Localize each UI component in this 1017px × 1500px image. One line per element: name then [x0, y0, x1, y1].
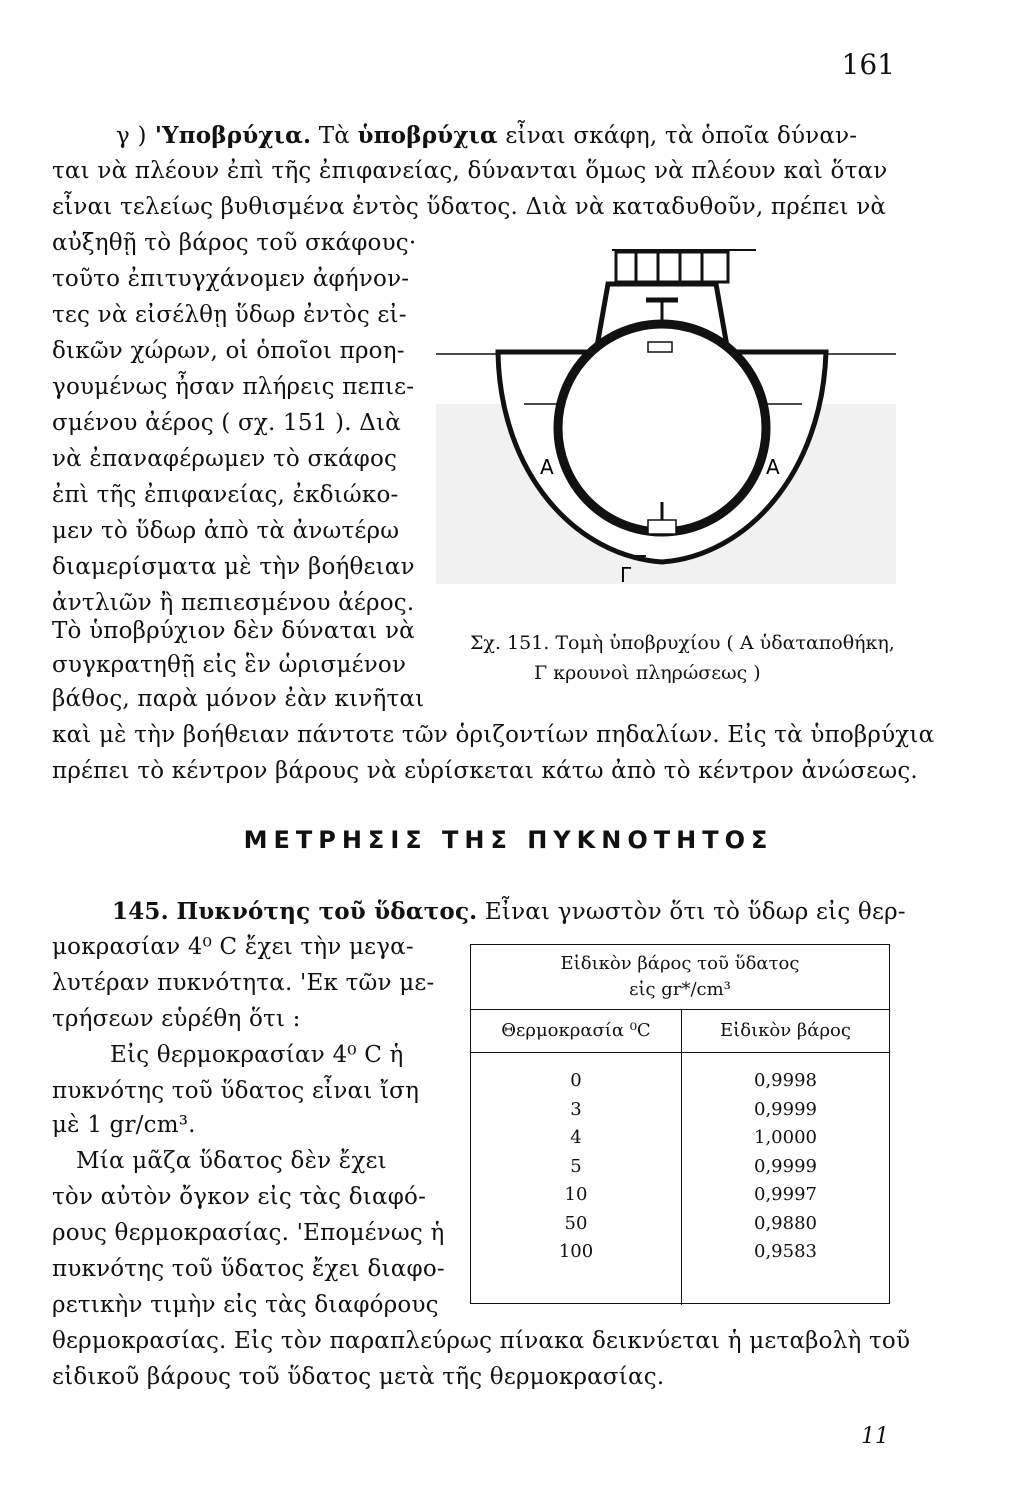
table-title-line2: εἰς gr*/cm³ [629, 979, 731, 1000]
text-line: λυτέραν πυκνότητα. 'Εκ τῶν με- [52, 970, 435, 996]
temperature-cell: 4 [570, 1127, 582, 1148]
text-line: τες νὰ εἰσέλθῃ ὕδωρ ἐντὸς εἰ- [52, 302, 407, 328]
label-tank-left: A [540, 455, 554, 479]
footer-signature-number: 11 [861, 1424, 889, 1449]
label-tank-right: A [766, 455, 780, 479]
text-line: νὰ ἐπαναφέρωμεν τὸ σκάφος [52, 446, 398, 472]
weight-cell: 0,9998 [754, 1070, 817, 1091]
temperature-cell: 3 [570, 1098, 582, 1120]
text-span: Εἶναι γνωστὸν ὅτι τὸ ὕδωρ εἰς θερ- [477, 899, 906, 925]
text-line: καὶ μὲ τὴν βοήθειαν πάντοτε τῶν ὁριζοντίων πηδαλίων. Εἰς τὰ ὑποβρύχια [52, 722, 935, 748]
text-line: συγκρατηθῇ εἰς ἓν ὡρισμένον [52, 652, 407, 678]
text-line: μεν τὸ ὕδωρ ἀπὸ τὰ ἀνωτέρω [52, 518, 400, 544]
table-title [471, 945, 889, 1010]
text-line: θερμοκρασίας. Εἰς τὸν παραπλεύρως πίνακα δεικνύεται ἡ μεταβολὴ τοῦ [52, 1328, 911, 1354]
header-specific-weight: Εἰδικὸν βάρος [720, 1020, 851, 1041]
temperature-cell: 0 [570, 1070, 582, 1091]
text-line [112, 898, 906, 925]
page-number: 161 [841, 48, 895, 81]
temperature-column [471, 1053, 682, 1305]
text-line: εἰδικοῦ βάρους τοῦ ὕδατος μετὰ τῆς θερμοκρασίας. [52, 1364, 665, 1390]
temperature-cell: 50 [564, 1212, 588, 1234]
text-line: ἐπὶ τῆς ἐπιφανείας, ἐκδιώκο- [52, 482, 399, 508]
section-number: 145. [112, 898, 169, 925]
figure-caption-line2: Γ κρουνοὶ πληρώσεως ) [534, 662, 761, 684]
text-line: ἀντλιῶν ἢ πεπιεσμένου ἀέρος. [52, 590, 415, 616]
weight-cell: 0,9583 [754, 1241, 817, 1262]
text-line: ρετικὴν τιμὴν εἰς τὰς διαφόρους [52, 1292, 439, 1318]
text-line: δικῶν χώρων, οἱ ὁποῖοι προη- [52, 338, 405, 364]
figure-caption-line1: Σχ. 151. Τομὴ ὑποβρυχίου ( Α ὑδαταποθήκη, [470, 632, 895, 654]
section-heading: ΜΕΤΡΗΣΙΣ ΤΗΣ ΠΥΚΝΟΤΗΤΟΣ [243, 826, 774, 854]
text-line: σμένου ἀέρος ( σχ. 151 ). Διὰ [52, 410, 402, 436]
label-inlet: Γ [620, 563, 632, 584]
section-title: Πυκνότης τοῦ ὕδατος. [176, 898, 478, 925]
text-line: τρήσεων εὑρέθη ὅτι : [52, 1006, 301, 1032]
bold-term: ὑποβρύχια [357, 122, 498, 149]
text-line [116, 122, 857, 149]
table-body [471, 1053, 889, 1305]
bottom-valve [648, 520, 676, 534]
weight-cell: 0,9880 [754, 1212, 817, 1234]
pressure-hull [558, 324, 766, 532]
temperature-cell: 5 [570, 1155, 582, 1177]
text-line: Τὸ ὑποβρύχιον δὲν δύναται νὰ [52, 618, 415, 644]
weight-cell: 0,9997 [754, 1184, 817, 1205]
temperature-cell: 100 [558, 1241, 594, 1262]
submarine-cross-section-figure [436, 244, 896, 584]
table-title-line1: Εἰδικὸν βάρος τοῦ ὕδατος [560, 953, 800, 974]
text-line: γουμένως ἦσαν πλήρεις πεπιε- [52, 374, 415, 400]
subsection-title: 'Υποβρύχια. [146, 122, 312, 149]
text-line: μοκρασίαν 4⁰ C ἔχει τὴν μεγα- [52, 934, 414, 960]
list-marker: γ ) [116, 123, 147, 149]
text-line: ρους θερμοκρασίας. 'Επομένως ἡ [52, 1220, 445, 1246]
temperature-cell: 10 [564, 1184, 588, 1205]
text-span: εἶναι σκάφη, τὰ ὁποῖα δύναν- [497, 123, 858, 149]
text-line: ται νὰ πλέουν ἐπὶ τῆς ἐπιφανείας, δύνανται ὅμως νὰ πλέουν καὶ ὅταν [52, 158, 888, 184]
text-line: διαμερίσματα μὲ τὴν βοήθειαν [52, 554, 415, 580]
weight-cell: 0,9999 [754, 1098, 817, 1120]
table-header-row [471, 1010, 889, 1053]
top-valve [648, 342, 672, 352]
text-line: αὐξηθῇ τὸ βάρος τοῦ σκάφους· [52, 230, 417, 256]
text-line-bold: πυκνότης τοῦ ὕδατος εἶναι ἴση [52, 1078, 420, 1104]
specific-weight-column [682, 1053, 889, 1305]
text-line: τοῦτο ἐπιτυγχάνομεν ἀφήνον- [52, 266, 410, 292]
text-line: μὲ 1 gr/cm³. [52, 1112, 196, 1138]
text-line: πρέπει τὸ κέντρον βάρους νὰ εὑρίσκεται κάτω ἀπὸ τὸ κέντρον ἀνώσεως. [52, 758, 918, 784]
tower-top-rail [616, 252, 728, 282]
text-line: βάθος, παρὰ μόνον ἐὰν κινῆται [52, 686, 425, 712]
specific-weight-table [470, 944, 890, 1304]
text-line: πυκνότης τοῦ ὕδατος ἔχει διαφο- [52, 1256, 445, 1282]
text-line: τὸν αὐτὸν ὄγκον εἰς τὰς διαφό- [52, 1184, 427, 1210]
text-line: Μία μᾶζα ὕδατος δὲν ἔχει [76, 1148, 387, 1174]
weight-cell: 0,9999 [754, 1155, 817, 1177]
weight-cell: 1,0000 [754, 1127, 817, 1148]
text-line-bold: Εἰς θερμοκρασίαν 4⁰ C ἡ [110, 1042, 404, 1068]
text-line: εἶναι τελείως βυθισμένα ἐντὸς ὕδατος. Διὰ νὰ καταδυθοῦν, πρέπει νὰ [52, 194, 887, 220]
header-temperature: Θερμοκρασία ⁰C [471, 1010, 682, 1052]
text-span: Τὰ [311, 123, 358, 149]
